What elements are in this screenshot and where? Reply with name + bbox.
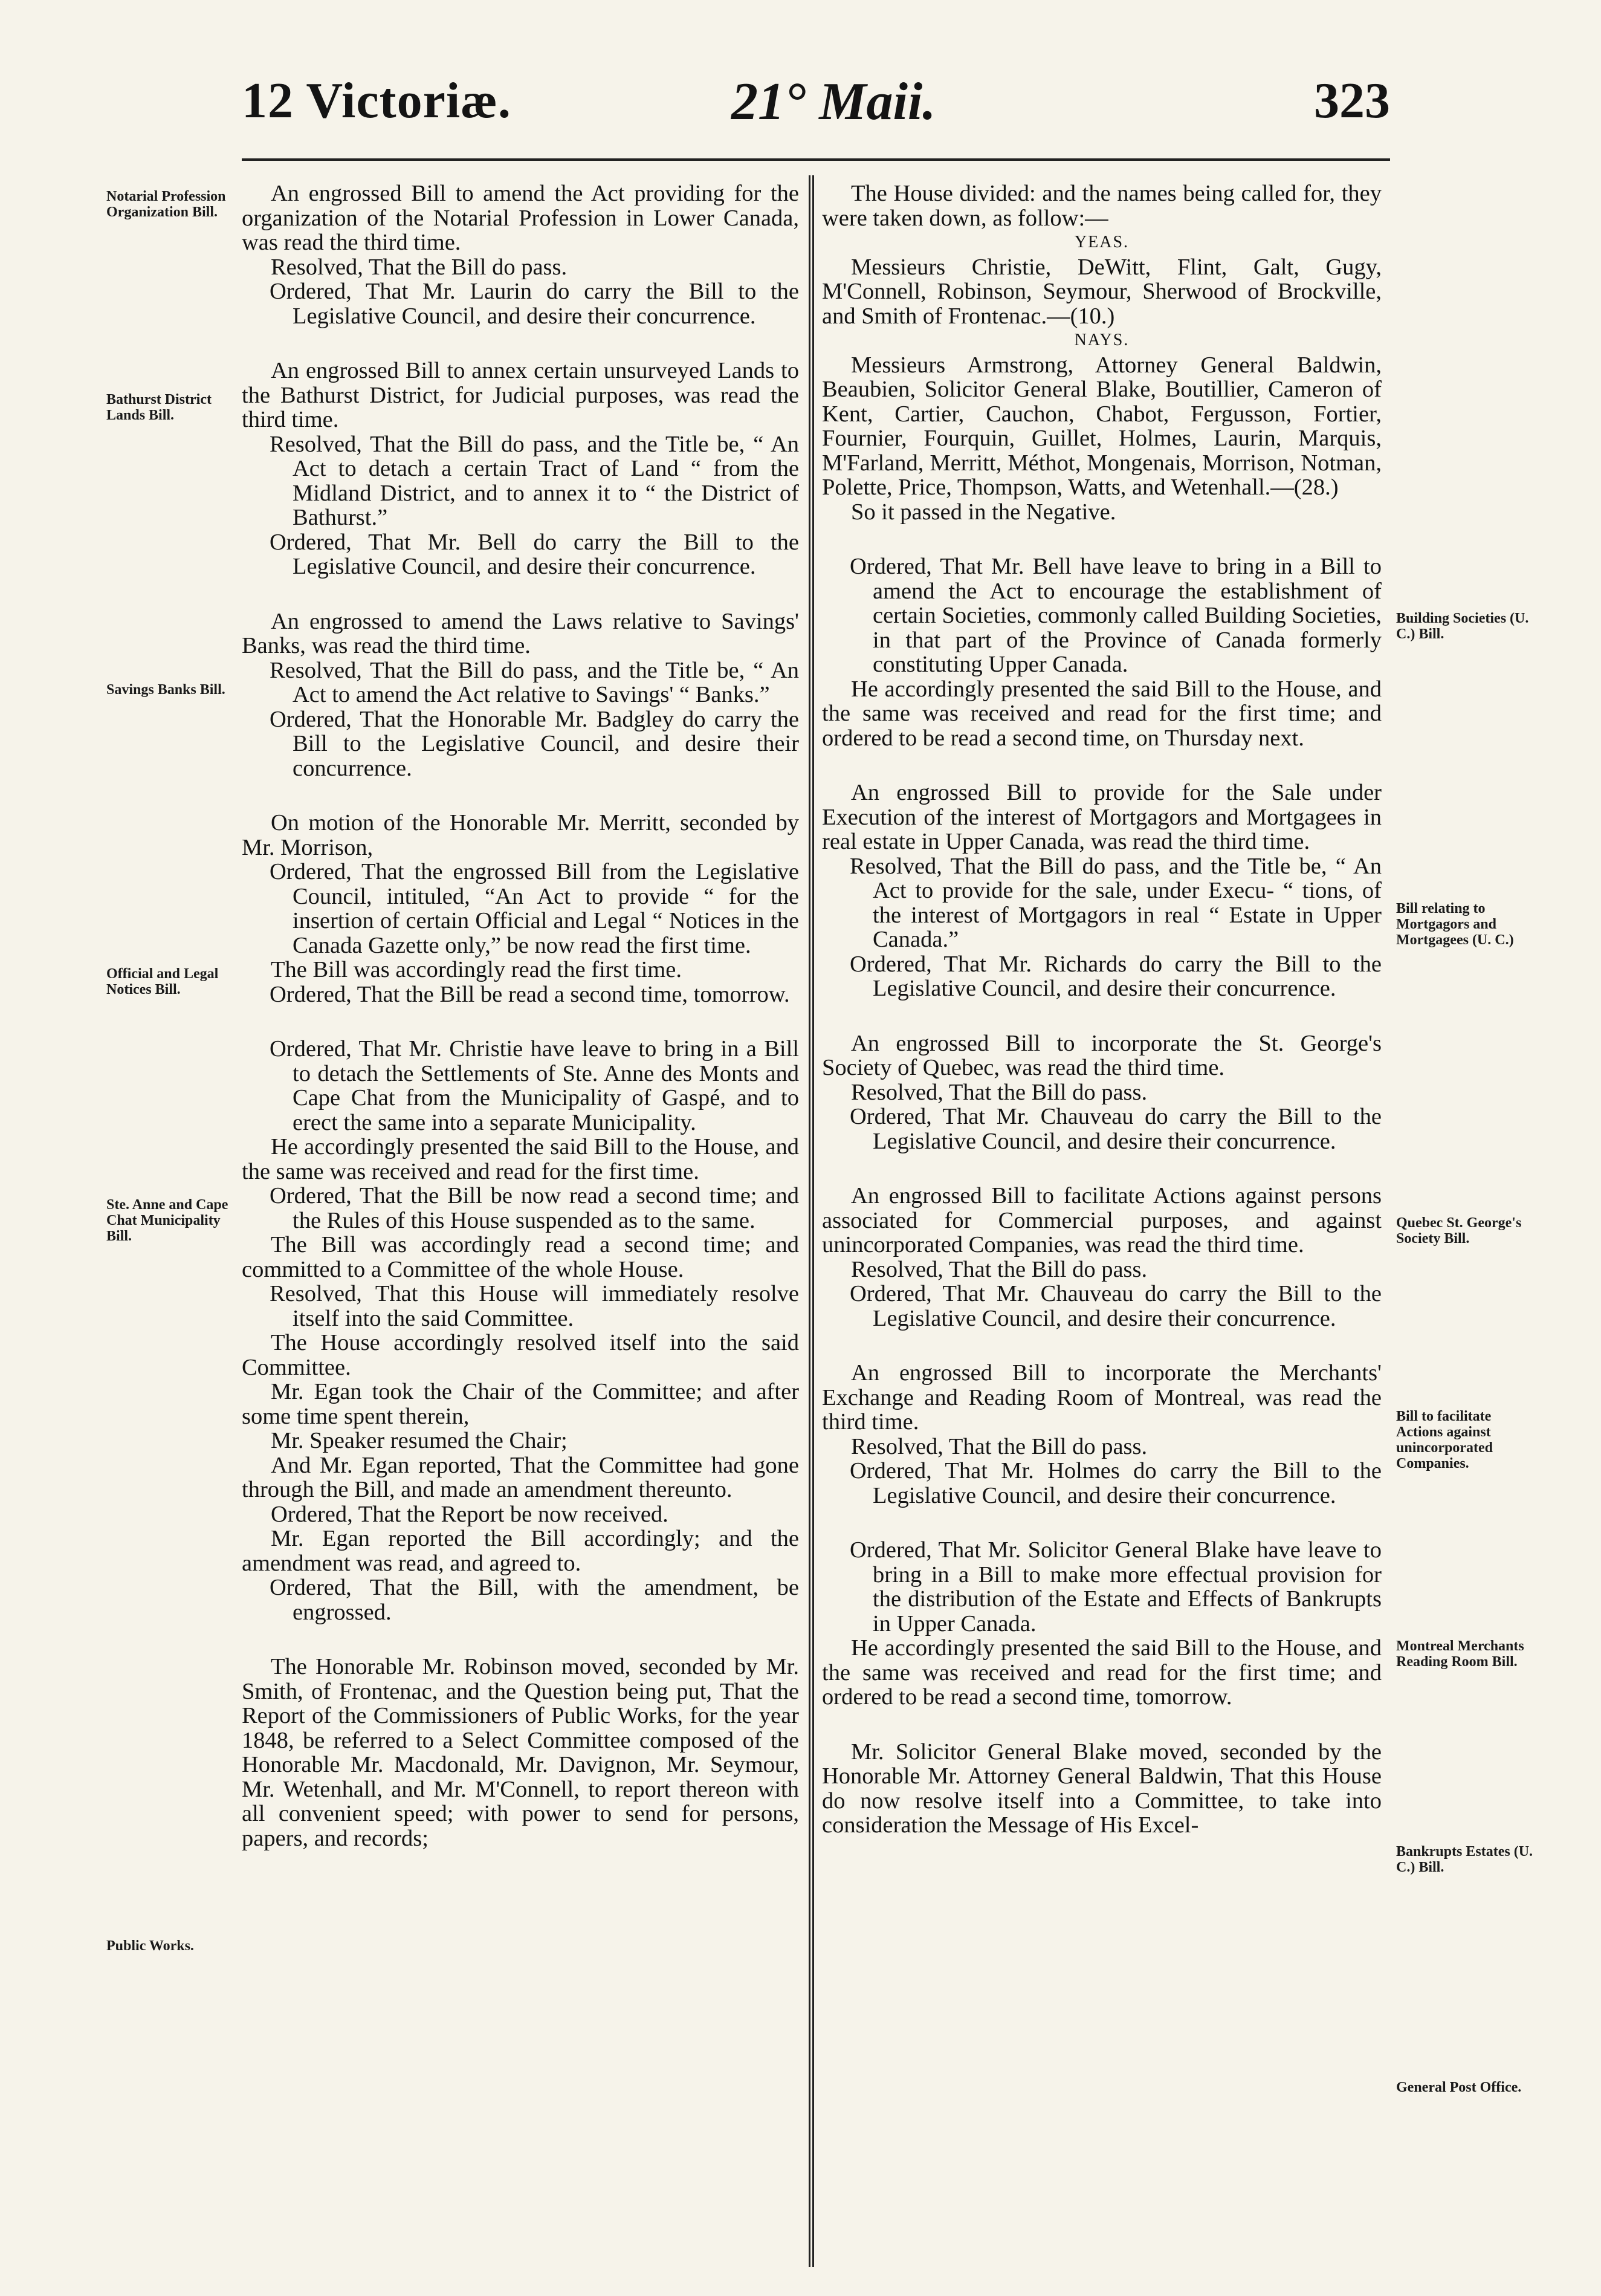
paragraph: Resolved, That the Bill do pass, and the Title be, “ An Act to provide for the sale, under Execu- “ tions, of the interest of Mortgagors in real “ Estate in Upper Canada.” xyxy=(850,853,1382,952)
margin-note-building: Building Societies (U. C.) Bill. xyxy=(1396,611,1529,642)
margin-note-official: Official and Legal Notices Bill. xyxy=(106,966,219,997)
paragraph: Ordered, That the Honorable Mr. Badgley do carry the Bill to the Legislative Council, and desire their concurrence. xyxy=(270,706,799,781)
spacer xyxy=(822,524,1382,554)
paragraph: Ordered, That the Bill be now read a second time; and the Rules of this House suspended as to the same. xyxy=(270,1183,799,1233)
paragraph: Resolved, That the Bill do pass. xyxy=(271,254,568,280)
column-divider-second xyxy=(812,175,814,2267)
spacer xyxy=(242,780,799,811)
margin-note-bankrupts: Bankrupts Estates (U. C.) Bill. xyxy=(1396,1844,1533,1875)
paragraph: The Bill was accordingly read a second time; and committed to a Committee of the whole House. xyxy=(242,1232,799,1282)
paragraph: Ordered, That Mr. Chauveau do carry the Bill to the Legislative Council, and desire their concurrence. xyxy=(850,1281,1382,1331)
paragraph: On motion of the Honorable Mr. Merritt, seconded by Mr. Morrison, xyxy=(242,810,799,860)
paragraph: He accordingly presented the said Bill to the House, and the same was received and read for the first time. xyxy=(242,1134,799,1184)
paragraph: The Honorable Mr. Robinson moved, seconded by Mr. Smith, of Frontenac, and the Question being put, That the Report of the Commissioners of Public Works, for the year 1848, be referred to a Select Committee composed of the Honorable Mr. Macdonald, Mr. Davignon, Mr. Seymour, Mr. Wetenhall, and Mr. M'Connell, to report thereon with all convenient speed; with power to send for persons, papers, and records; xyxy=(242,1654,799,1851)
paragraph: Resolved, That the Bill do pass, and the Title be, “ An Act to amend the Act relative to Savings' “ Banks.” xyxy=(270,657,799,707)
margin-note-post-office: General Post Office. xyxy=(1396,2080,1522,2095)
paragraph: Ordered, That Mr. Laurin do carry the Bill to the Legislative Council, and desire their concurrence. xyxy=(270,279,799,329)
paragraph: An engrossed Bill to amend the Act providing for the organization of the Notarial Profession in Lower Canada, was read the third time. xyxy=(242,181,799,255)
margin-note-montreal: Montreal Merchants Reading Room Bill. xyxy=(1396,1638,1524,1670)
paragraph: Resolved, That this House will immediately resolve itself into the said Committee. xyxy=(270,1281,799,1331)
spacer xyxy=(822,1331,1382,1361)
paragraph: The Bill was accordingly read the first time. xyxy=(271,957,682,982)
paragraph: Mr. Speaker resumed the Chair; xyxy=(271,1428,568,1453)
paragraph: Ordered, That Mr. Chauveau do carry the Bill to the Legislative Council, and desire their concurrence. xyxy=(850,1104,1382,1154)
margin-note-public-works: Public Works. xyxy=(106,1938,194,1954)
paragraph: An engrossed Bill to incorporate the St. George's Society of Quebec, was read the third time. xyxy=(822,1030,1382,1080)
page-header xyxy=(242,71,1390,144)
paragraph: An engrossed Bill to facilitate Actions against persons associated for Commercial purposes, and against unincorporated Companies, was read the third time. xyxy=(822,1183,1382,1257)
paragraph: An engrossed Bill to incorporate the Merchants' Exchange and Reading Room of Montreal, was read the third time. xyxy=(822,1360,1382,1435)
paragraph: Ordered, That Mr. Richards do carry the Bill to the Legislative Council, and desire their concurrence. xyxy=(850,951,1382,1001)
margin-note-mortgagors: Bill relating to Mortgagors and Mortgagees (U. C.) xyxy=(1396,901,1514,948)
paragraph: Resolved, That the Bill do pass. xyxy=(851,1433,1148,1459)
paragraph: Mr. Egan took the Chair of the Committee; and after some time spent therein, xyxy=(242,1379,799,1429)
paragraph: Ordered, That Mr. Bell do carry the Bill to the Legislative Council, and desire their concurrence. xyxy=(270,529,799,579)
nays-label: NAYS. xyxy=(1074,331,1130,349)
spacer xyxy=(822,1710,1382,1740)
margin-note-ste-anne: Ste. Anne and Cape Chat Municipality Bill. xyxy=(106,1197,228,1244)
margin-note-bathurst: Bathurst District Lands Bill. xyxy=(106,392,212,423)
spacer xyxy=(242,579,799,609)
paragraph: He accordingly presented the said Bill to the House, and the same was received and read for the first time; and ordered to be read a second time, on Thursday next. xyxy=(822,676,1382,751)
margin-note-quebec: Quebec St. George's Society Bill. xyxy=(1396,1215,1522,1247)
paragraph: Ordered, That Mr. Solicitor General Blake have leave to bring in a Bill to make more effectual provision for the distribution of the Estate and Effects of Bankrupts in Upper Canada. xyxy=(850,1537,1382,1636)
paragraph: An engrossed to amend the Laws relative to Savings' Banks, was read the third time. xyxy=(242,608,799,658)
paragraph: Mr. Egan reported the Bill accordingly; and the amendment was read, and agreed to. xyxy=(242,1526,799,1576)
margin-note-facilitate: Bill to facilitate Actions against unincorporated Companies. xyxy=(1396,1409,1493,1471)
yeas-list: Messieurs Christie, DeWitt, Flint, Galt, Gugy, M'Connell, Robinson, Seymour, Sherwood of Brockville, and Smith of Frontenac.—(10.) xyxy=(822,254,1382,329)
header-rule xyxy=(242,158,1390,161)
paragraph: Ordered, That the Bill, with the amendment, be engrossed. xyxy=(270,1575,799,1625)
spacer xyxy=(242,1624,799,1655)
spacer xyxy=(822,1153,1382,1184)
header-date: 21° Maii. xyxy=(731,73,936,131)
margin-note-notarial: Notarial Profession Organization Bill. xyxy=(106,189,226,220)
yeas-label: YEAS. xyxy=(1074,233,1130,251)
paragraph: An engrossed Bill to provide for the Sale under Execution of the interest of Mortgagors and Mortgagees in real estate in Upper Canada, was read the third time. xyxy=(822,780,1382,854)
paragraph: Ordered, That the engrossed Bill from the Legislative Council, intituled, “An Act to provide “ for the insertion of certain Official and Legal “ Notices in the Canada Gazette only,” be now read the first time. xyxy=(270,859,799,958)
header-regnal-year: 12 Victoriæ. xyxy=(242,73,511,129)
column-divider xyxy=(809,175,810,2267)
paragraph: He accordingly presented the said Bill to the House, and the same was received and read for the first time; and ordered to be read a second time, tomorrow. xyxy=(822,1635,1382,1710)
paragraph: And Mr. Egan reported, That the Committee had gone through the Bill, and made an amendment thereunto. xyxy=(242,1452,799,1502)
spacer xyxy=(822,1508,1382,1538)
paragraph: Ordered, That Mr. Holmes do carry the Bill to the Legislative Council, and desire their concurrence. xyxy=(850,1458,1382,1508)
spacer xyxy=(822,750,1382,780)
paragraph: Mr. Solicitor General Blake moved, seconded by the Honorable Mr. Attorney General Baldwin, That this House do now resolve itself into a Committee, to take into consideration the Message of His Excel- xyxy=(822,1739,1382,1838)
page-number: 323 xyxy=(1314,73,1390,129)
nays-list: Messieurs Armstrong, Attorney General Baldwin, Beaubien, Solicitor General Blake, Boutillier, Cameron of Kent, Cartier, Cauchon, Chabot, Fergusson, Fortier, Fournier, Fourquin, Guillet, Holmes, Laurin, Marquis, M'Farland, Merritt, Méthot, Mongenais, Morrison, Notman, Polette, Price, Thompson, Watts, and Wetenhall.—(28.) xyxy=(822,352,1382,500)
margin-note-savings: Savings Banks Bill. xyxy=(106,682,225,698)
paragraph: Ordered, That Mr. Christie have leave to bring in a Bill to detach the Settlements of Ste. Anne des Monts and Cape Chat from the Municipality of Gaspé, and to erect the same into a separate Municipality. xyxy=(270,1036,799,1135)
paragraph: The House divided: and the names being called for, they were taken down, as follow:— xyxy=(822,181,1382,231)
spacer xyxy=(822,1001,1382,1031)
paragraph: The House accordingly resolved itself into the said Committee. xyxy=(242,1330,799,1380)
spacer xyxy=(242,1007,799,1037)
spacer xyxy=(242,328,799,358)
paragraph: An engrossed Bill to annex certain unsurveyed Lands to the Bathurst District, for Judicial purposes, was read the third time. xyxy=(242,358,799,432)
right-column xyxy=(822,181,1382,1838)
paragraph: So it passed in the Negative. xyxy=(851,499,1116,525)
paragraph: Ordered, That Mr. Bell have leave to bring in a Bill to amend the Act to encourage the establishment of certain Societies, commonly called Building Societies, in that part of the Province of Canada formerly constituting Upper Canada. xyxy=(850,554,1382,677)
paragraph: Resolved, That the Bill do pass. xyxy=(851,1256,1148,1282)
left-column xyxy=(242,181,799,1850)
paragraph: Ordered, That the Report be now received. xyxy=(271,1501,668,1527)
paragraph: Resolved, That the Bill do pass, and the Title be, “ An Act to detach a certain Tract of Land “ from the Midland District, and to annex it to “ the District of Bathurst.” xyxy=(270,431,799,530)
paragraph: Resolved, That the Bill do pass. xyxy=(851,1079,1148,1105)
paragraph: Ordered, That the Bill be read a second time, tomorrow. xyxy=(270,981,790,1007)
